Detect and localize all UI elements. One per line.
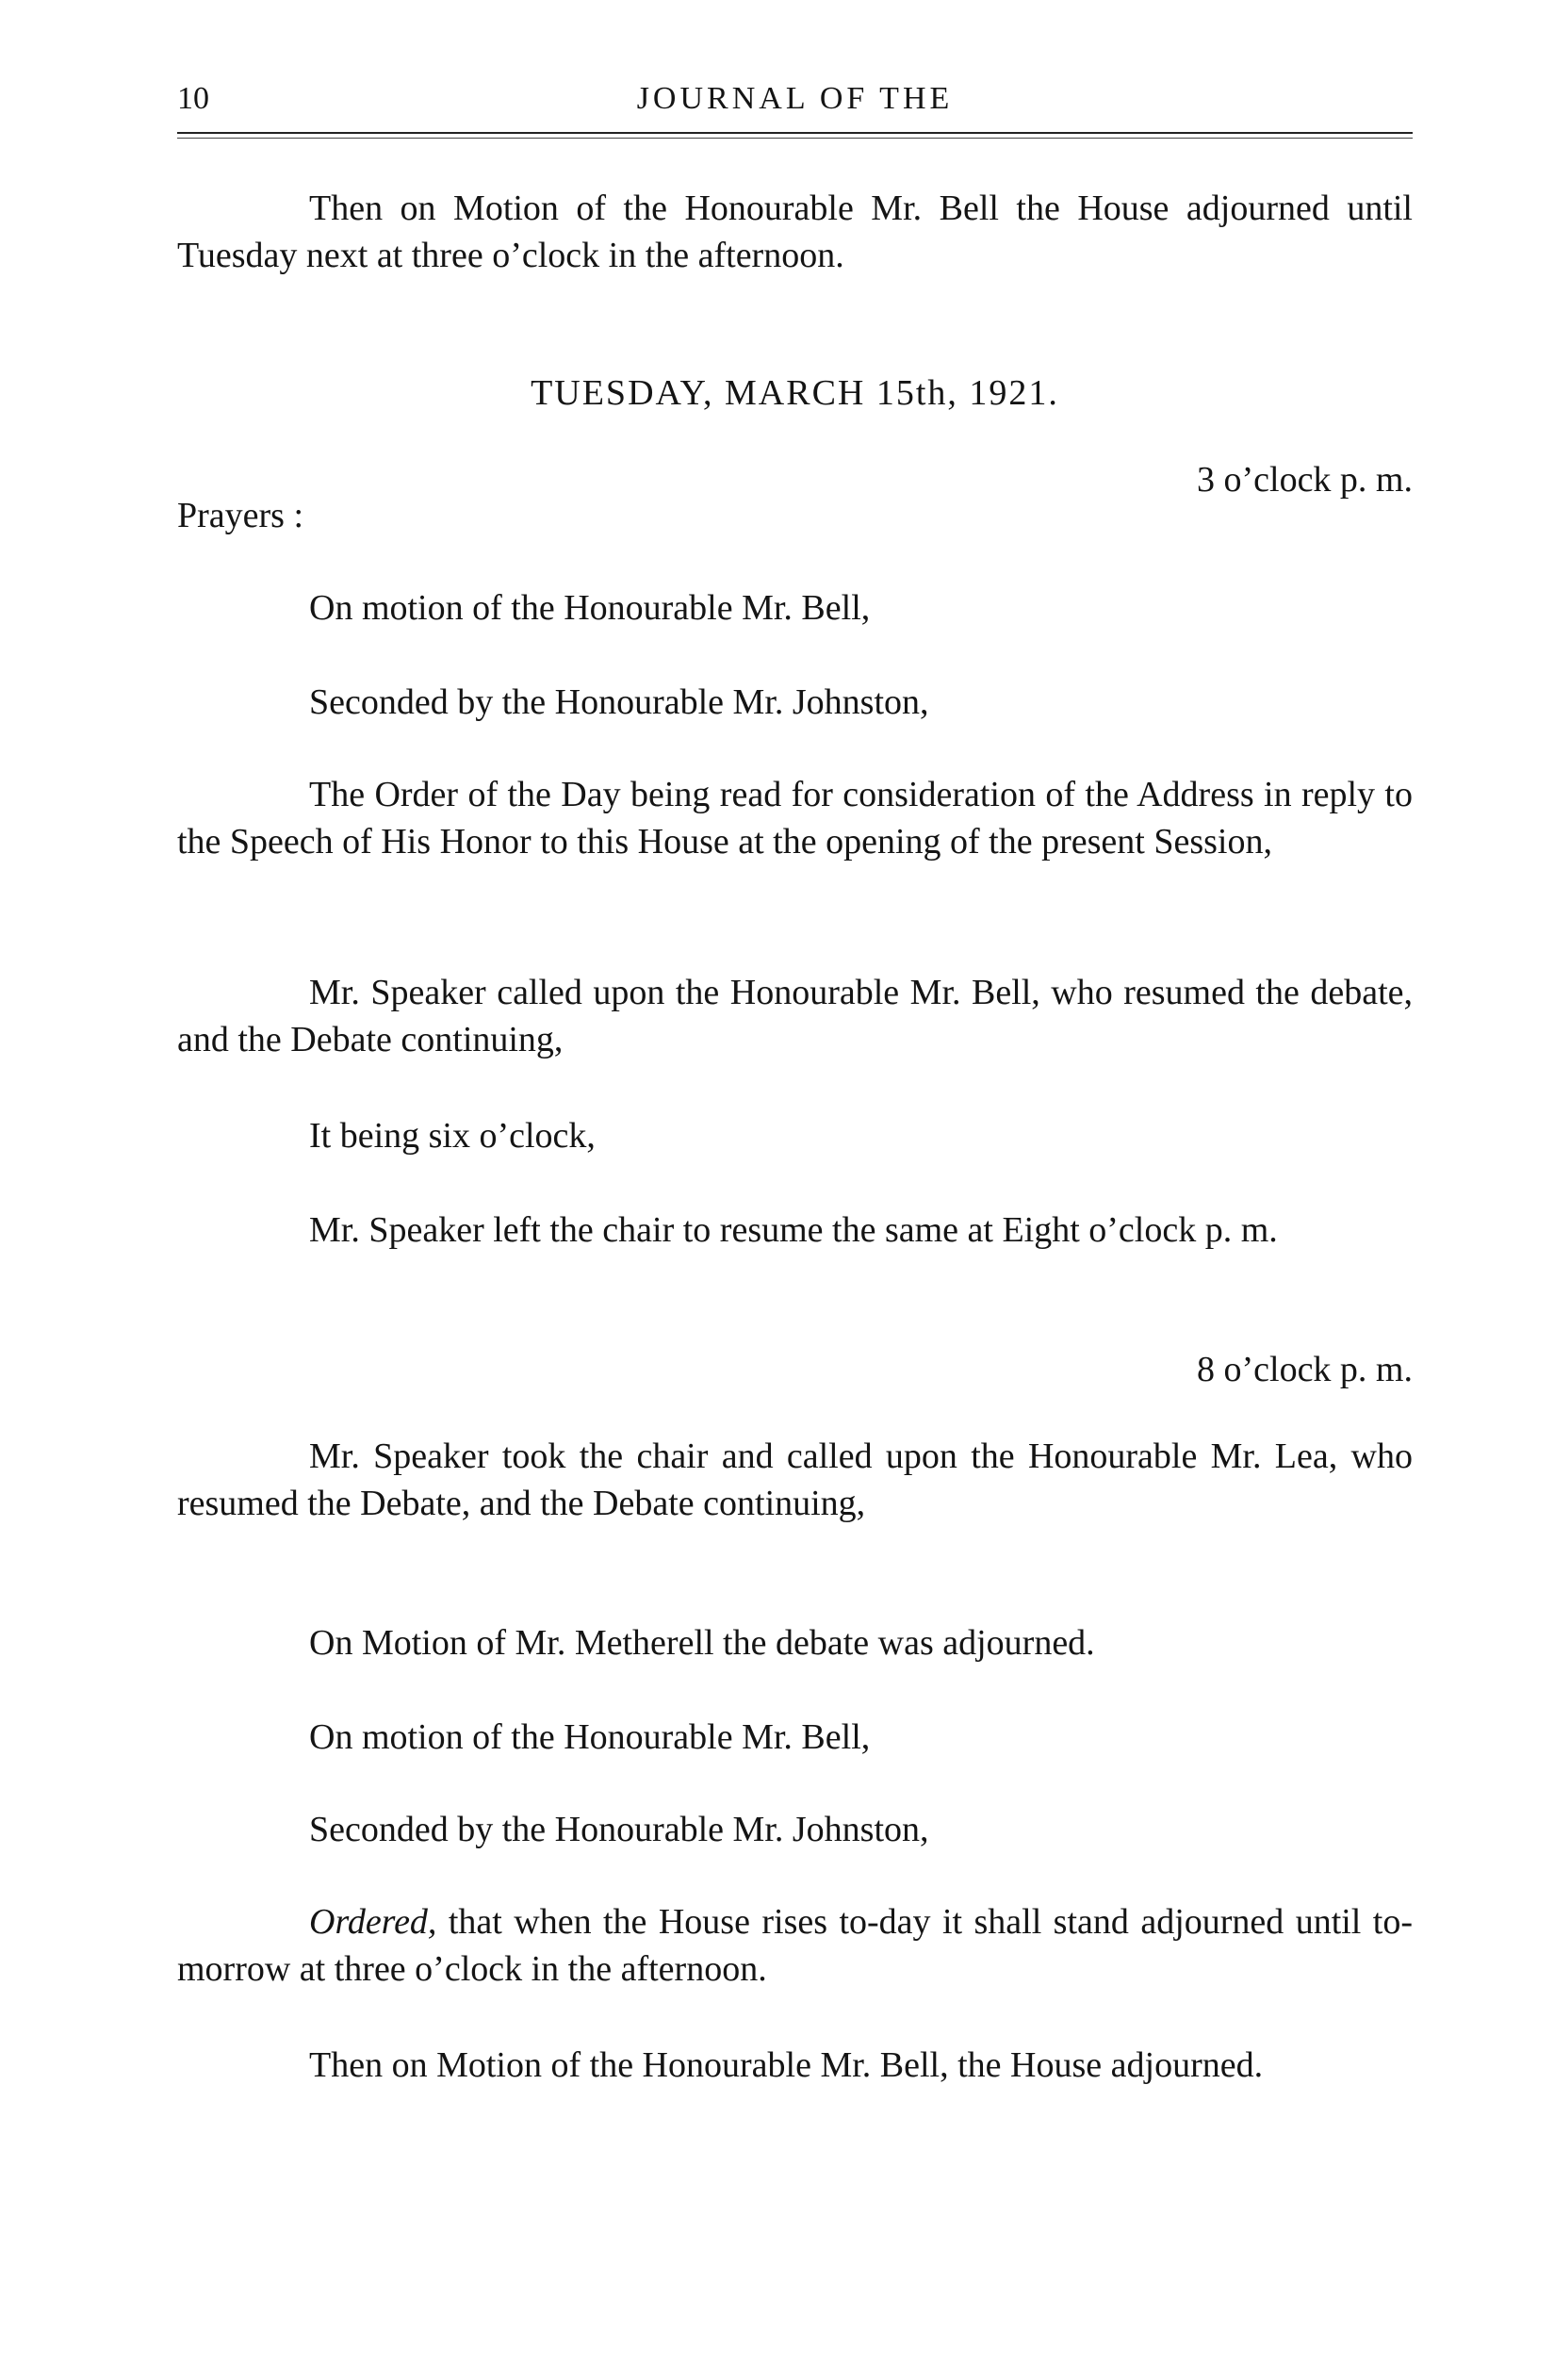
seconded-johnston-2: Seconded by the Honourable Mr. Johnston, [309, 1810, 929, 1849]
prayers-label: Prayers : [177, 496, 304, 535]
running-title: JOURNAL OF THE [636, 81, 954, 116]
ordered-text: that when the House rises to-day it shall stand adjourned until to-morrow at three o’clock in the afternoon. [177, 1902, 1413, 1989]
order-of-the-day: The Order of the Day being read for consideration of the Address in reply to the Speech of His Honor to this House at the opening of the present Session, [177, 775, 1413, 862]
page-header [177, 72, 1413, 128]
motion-bell-2: On motion of the Honourable Mr. Bell, [309, 1717, 871, 1757]
paragraph-adjourned-tuesday: Then on Motion of the Honourable Mr. Bell the House adjourned until Tuesday next at three o’clock in the afternoon. [177, 189, 1413, 275]
ordered-paragraph [177, 1898, 1413, 1993]
time-three-oclock: 3 o’clock p. m. [1196, 460, 1413, 500]
six-oclock: It being six o’clock, [309, 1116, 596, 1156]
time-eight-oclock: 8 o’clock p. m. [1196, 1350, 1413, 1389]
header-rule [177, 132, 1413, 134]
motion-bell-1: On motion of the Honourable Mr. Bell, [309, 588, 871, 628]
ordered-word: Ordered, [309, 1902, 437, 1942]
header-rule-thin [177, 138, 1413, 139]
speaker-called-bell: Mr. Speaker called upon the Honourable Mr. Bell, who resumed the debate, and the Debate continuing, [177, 973, 1413, 1059]
seconded-johnston-1: Seconded by the Honourable Mr. Johnston, [309, 682, 929, 722]
final-adjournment: Then on Motion of the Honourable Mr. Bell, the House adjourned. [309, 2045, 1264, 2085]
date-heading: TUESDAY, MARCH 15th, 1921. [531, 373, 1059, 413]
page-number: 10 [177, 81, 209, 116]
speaker-called-lea: Mr. Speaker took the chair and called upon the Honourable Mr. Lea, who resumed the Debate, and the Debate continuing, [177, 1436, 1413, 1523]
metherell-motion: On Motion of Mr. Metherell the debate was adjourned. [309, 1623, 1095, 1663]
speaker-left-chair: Mr. Speaker left the chair to resume the same at Eight o’clock p. m. [309, 1210, 1278, 1250]
